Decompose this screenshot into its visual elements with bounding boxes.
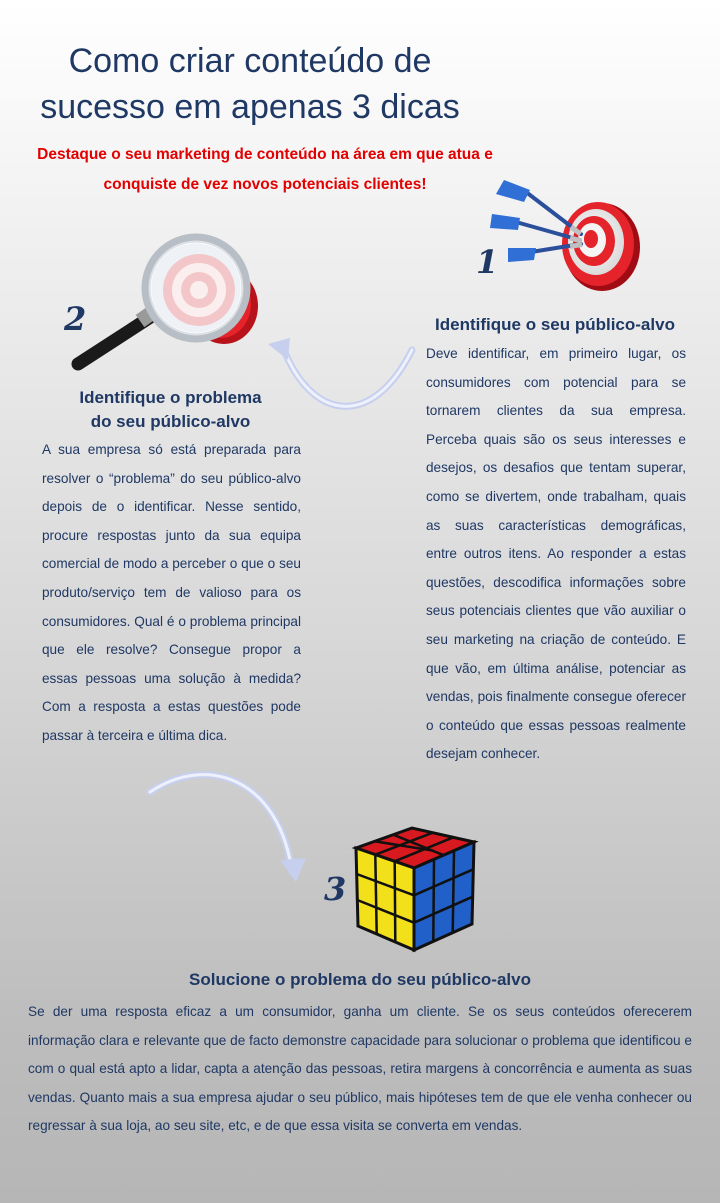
magnifier-target-icon bbox=[66, 238, 266, 373]
step-1-body: Deve identificar, em primeiro lugar, os consumidores com potencial para se tornarem clientes da sua empresa. Perceba quais são os seus interesses e desejos, os desafios que tentam superar, como se divertem, onde trabalham, quais as suas características demográficas, entre outros itens. Ao responder a estas questões, descodifica informações sobre seus potenciais clientes que vão auxiliar o seu marketing na criação de conteúdo. E que vão, em última análise, potenciar as vendas, pois finalmente consegue oferecer o conteúdo que essas pessoas realmente desejam conhecer. bbox=[426, 346, 686, 762]
curved-arrow-2-to-3 bbox=[140, 762, 320, 892]
step-1-number: 1 bbox=[476, 243, 499, 281]
step-1-heading: Identifique o seu público-alvo bbox=[435, 315, 675, 334]
curved-arrow-1-to-2 bbox=[262, 330, 422, 430]
step-2-heading: Identifique o problema do seu público-alvo bbox=[79, 388, 262, 431]
rubiks-cube-icon bbox=[350, 826, 480, 956]
step-2-number: 2 bbox=[64, 300, 87, 338]
step-3-number: 3 bbox=[324, 870, 347, 908]
step-3-body: Se der uma resposta eficaz a um consumidor, ganha um cliente. Se os seus conteúdos oferecerem informação clara e relevante que de facto demonstre capacidade para solucionar o problema que identificou e com o qual está apto a lidar, capta a atenção das pessoas, retira margens à concorrência e aumenta as suas vendas. Quanto mais a sua empresa ajudar o seu público, mais hipóteses tem de que ele venha conhecer ou regressar à sua loja, ao seu site, etc, e de que essa visita se converta em vendas. bbox=[28, 1004, 692, 1134]
page-title: Como criar conteúdo de sucesso em apenas 3 dicas bbox=[40, 42, 460, 126]
target-darts-icon bbox=[486, 172, 646, 302]
step-3-heading: Solucione o problema do seu público-alvo bbox=[189, 970, 531, 989]
step-2-body: A sua empresa só está preparada para resolver o “problema” do seu público-alvo depois de o identificar. Nesse sentido, procure respostas junto da sua equipa comercial de modo a perceber o que o seu produto/serviço tem de valioso para os consumidores. Qual é o problema principal que ele resolve? Consegue propor a essas pessoas uma solução à medida? Com a resposta a estas questões pode passar à terceira e última dica. bbox=[42, 442, 301, 743]
page-subtitle: Destaque o seu marketing de conteúdo na área em que atua e conquiste de vez novos potenciais clientes! bbox=[37, 146, 493, 193]
